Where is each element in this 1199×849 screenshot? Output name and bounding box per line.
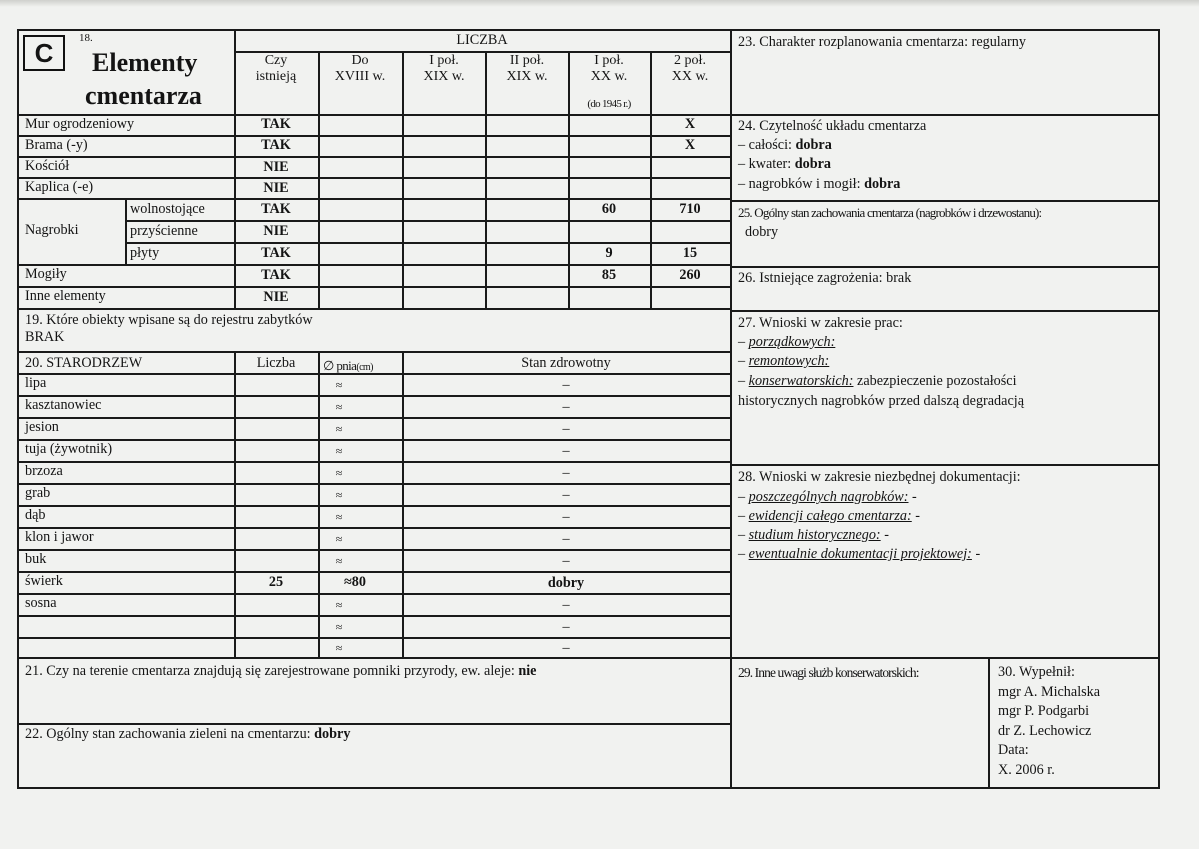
q29: 29. Inne uwagi służb konserwatorskich:: [738, 665, 919, 680]
q27-konserw-text: zabezpieczenie pozostałości: [857, 373, 1017, 389]
q23: 23. Charakter rozplanowania cmentarza: regularny: [738, 34, 1026, 50]
tree-health: –: [562, 640, 570, 656]
q30-person-1: mgr A. Michalska: [998, 684, 1101, 700]
tree-diam: ≈: [335, 598, 343, 612]
section-letter: C: [34, 38, 54, 68]
tree-health: –: [562, 619, 570, 635]
tree-diam: ≈: [335, 510, 343, 524]
element-c5: X: [684, 116, 696, 132]
liczba-header: LICZBA: [456, 32, 508, 48]
element-label: wolnostojące: [130, 201, 205, 217]
element-c5: X: [684, 137, 696, 153]
q24-value-3: dobra: [864, 176, 901, 192]
tree-health: –: [562, 421, 570, 437]
q27-porzadkowe: porządkowych:: [748, 334, 836, 350]
element-label: Brama (-y): [25, 137, 88, 153]
q21-answer: nie: [518, 663, 537, 679]
col-c2-2: XIX w.: [423, 69, 465, 84]
col-c5-2: XX w.: [671, 69, 709, 84]
tree-name: klon i jawor: [25, 529, 94, 545]
q22-question: 22. Ogólny stan zachowania zieleni na cmentarzu:: [25, 726, 311, 742]
q24-title: 24. Czytelność układu cmentarza: [738, 118, 927, 134]
q25-title: 25. Ogólny stan zachowania cmentarza (nagrobków i drzewostanu):: [738, 205, 1042, 220]
q28-studium: studium historycznego:: [748, 527, 881, 543]
element-exists: NIE: [263, 223, 289, 239]
tree-diam: ≈: [335, 466, 343, 480]
q28-item-3: – studium historycznego: -: [738, 527, 889, 543]
q24-line-2: [738, 156, 831, 173]
cemetery-form: [17, 29, 1188, 790]
tree-diam: ≈: [335, 422, 343, 436]
element-exists: TAK: [261, 267, 291, 283]
element-exists: NIE: [263, 289, 289, 305]
tree-name: grab: [25, 485, 51, 501]
q27-remontowe: remontowych:: [748, 353, 830, 369]
title-line-2: cmentarza: [85, 81, 202, 110]
col-c2-1: I poł.: [429, 53, 459, 68]
tree-name: kasztanowiec: [25, 397, 102, 413]
element-exists: TAK: [261, 201, 291, 217]
q27-konserwatorskie: konserwatorskich:: [748, 373, 854, 389]
q28-item-2: – ewidencji całego cmentarza: -: [738, 508, 921, 524]
element-label: płyty: [130, 245, 160, 261]
tree-name: buk: [25, 551, 47, 567]
col-c4-2: XX w.: [590, 69, 628, 84]
tree-name: brzoza: [25, 463, 63, 479]
q24-label-1: – całości:: [738, 137, 792, 153]
col-c1-1: Do: [351, 53, 369, 68]
tree-name: sosna: [25, 595, 57, 611]
q28-projektowa: ewentualnie dokumentacji projektowej:: [748, 546, 972, 562]
q20-col-health: Stan zdrowotny: [521, 355, 611, 371]
col-c5-1: 2 poł.: [674, 53, 706, 68]
element-c5: 710: [679, 201, 701, 217]
q20-header: 20. STARODRZEW: [25, 355, 143, 371]
col-c3-2: XIX w.: [506, 69, 548, 84]
tree-diam: ≈: [335, 620, 343, 634]
col-czy-1: Czy: [264, 53, 288, 68]
q21-question: 21. Czy na terenie cmentarza znajdują się zarejestrowane pomniki przyrody, ew. aleje:: [25, 663, 515, 679]
diam-unit: (cm): [356, 362, 373, 373]
element-label: Kościół: [25, 158, 70, 174]
section-number: 18.: [79, 32, 93, 44]
tree-diam: ≈: [335, 378, 343, 392]
q28-value: -: [912, 489, 917, 505]
q24-line-3: [738, 176, 900, 193]
q24-value-1: dobra: [795, 137, 832, 153]
element-label: Kaplica (-e): [25, 179, 94, 195]
nagrobki-label: Nagrobki: [25, 222, 79, 238]
element-exists: NIE: [263, 159, 289, 175]
tree-health: –: [562, 465, 570, 481]
element-c4: 9: [605, 245, 613, 261]
q30-person-3: dr Z. Lechowicz: [998, 723, 1092, 739]
section-letter-box: [23, 35, 65, 71]
element-c4: 85: [601, 267, 617, 283]
diam-label: ∅ pnia: [323, 358, 357, 373]
q28-value: -: [975, 546, 981, 562]
col-czy-2: istnieją: [255, 69, 297, 84]
q30-person-2: mgr P. Podgarbi: [998, 703, 1090, 719]
q27-item-2: – remontowych:: [738, 353, 830, 369]
tree-name: świerk: [25, 573, 63, 589]
q28-item-1: – poszczególnych nagrobków: -: [738, 489, 917, 505]
tree-health: –: [562, 377, 570, 393]
q25-answer: dobry: [745, 224, 779, 240]
tree-health: –: [562, 487, 570, 503]
q28-value: -: [884, 527, 889, 543]
tree-health: –: [562, 399, 570, 415]
tree-diam: ≈: [335, 554, 343, 568]
q24-value-2: dobra: [794, 156, 831, 172]
tree-name: dąb: [25, 507, 46, 523]
tree-health: –: [562, 531, 570, 547]
tree-diam: ≈: [335, 488, 343, 502]
q24-label-3: – nagrobków i mogił:: [738, 176, 861, 192]
tree-diam: ≈: [335, 444, 343, 458]
tree-diam: ≈80: [344, 574, 366, 590]
element-label: Mur ogrodzeniowy: [25, 116, 135, 132]
tree-health: –: [562, 509, 570, 525]
tree-diam: ≈: [335, 400, 343, 414]
element-exists: TAK: [261, 245, 291, 261]
col-c1-2: XVIII w.: [334, 69, 386, 84]
tree-health: –: [562, 553, 570, 569]
element-exists: NIE: [263, 180, 289, 196]
q27-item-3: – konserwatorskich: zabezpieczenie pozostałości: [738, 373, 1017, 389]
element-c5: 260: [679, 267, 701, 283]
tree-health: dobry: [547, 575, 585, 591]
q27-item-1: – porządkowych:: [738, 334, 836, 350]
q28-nagrobki: poszczególnych nagrobków:: [748, 489, 909, 505]
q19-question: 19. Które obiekty wpisane są do rejestru zabytków: [25, 312, 313, 328]
q24-line-1: [738, 137, 832, 154]
q28-item-4: – ewentualnie dokumentacji projektowej: -: [738, 546, 981, 562]
col-c4-1: I poł.: [594, 53, 624, 68]
q30-title: 30. Wypełnił:: [998, 664, 1075, 680]
q22-answer: dobry: [314, 726, 351, 742]
q22: [25, 726, 350, 743]
scan-edge: [0, 0, 1199, 7]
q28-ewidencja: ewidencji całego cmentarza:: [748, 508, 912, 524]
q26: 26. Istniejące zagrożenia: brak: [738, 270, 912, 286]
q24-label-2: – kwater:: [738, 156, 792, 172]
col-c3-1: II poł.: [509, 53, 545, 68]
tree-name: lipa: [25, 375, 47, 391]
tree-health: –: [562, 597, 570, 613]
tree-diam: ≈: [335, 532, 343, 546]
q19-answer: BRAK: [25, 329, 65, 345]
tree-health: –: [562, 443, 570, 459]
q20-col-diam: [323, 357, 373, 376]
element-exists: TAK: [261, 137, 291, 153]
q20-col-count: Liczba: [256, 355, 296, 371]
tree-name: tuja (żywotnik): [25, 441, 113, 457]
q27-konserw-text-2: historycznych nagrobków przed dalszą degradacją: [738, 393, 1024, 409]
tree-diam: ≈: [335, 641, 343, 655]
tree-name: jesion: [25, 419, 59, 435]
q28-value: -: [915, 508, 921, 524]
q21: [25, 663, 536, 680]
element-exists: TAK: [261, 116, 291, 132]
q30-date: X. 2006 r.: [998, 762, 1055, 778]
element-c4: 60: [601, 201, 617, 217]
q30-date-label: Data:: [998, 742, 1029, 758]
title-line-1: Elementy: [92, 48, 198, 77]
element-label: przyścienne: [130, 223, 198, 239]
q27-title: 27. Wnioski w zakresie prac:: [738, 315, 903, 331]
element-c5: 15: [682, 245, 698, 261]
element-label: Inne elementy: [25, 288, 106, 304]
tree-count: 25: [268, 574, 284, 590]
col-c4-3: (do 1945 r.): [587, 98, 631, 110]
q28-title: 28. Wnioski w zakresie niezbędnej dokumentacji:: [738, 469, 1021, 485]
element-label: Mogiły: [25, 266, 67, 282]
